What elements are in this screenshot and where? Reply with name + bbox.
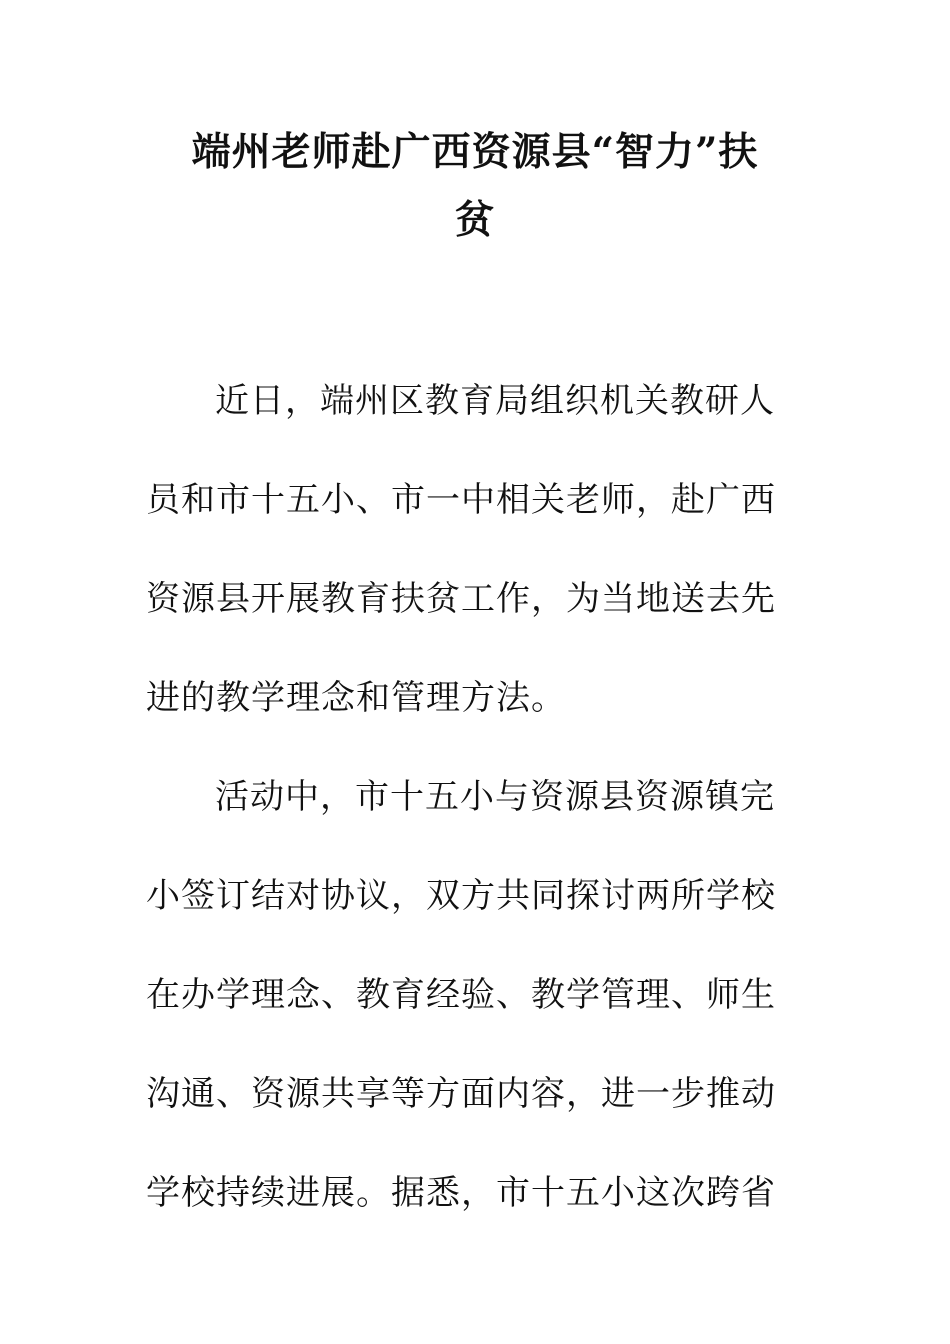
paragraph-2-line-4: 沟通、资源共享等方面内容，进一步推动 [146, 1074, 776, 1114]
paragraph-1-line-4: 进的教学理念和管理方法。 [146, 678, 566, 718]
paragraph-1-line-1: 近日，端州区教育局组织机关教研人 [215, 381, 775, 421]
title-line-2: 贫 [454, 197, 495, 243]
title-line-1: 端州老师赴广西资源县“智力”扶 [191, 129, 759, 175]
paragraph-2-line-2: 小签订结对协议，双方共同探讨两所学校 [146, 876, 776, 916]
paragraph-1-line-2: 员和市十五小、市一中相关老师，赴广西 [146, 480, 776, 520]
document-title [120, 118, 830, 254]
document-body [146, 362, 786, 1253]
paragraph-2 [146, 758, 786, 1253]
paragraph-2-line-3: 在办学理念、教育经验、教学管理、师生 [146, 975, 776, 1015]
paragraph-1-line-3: 资源县开展教育扶贫工作，为当地送去先 [146, 579, 776, 619]
paragraph-1 [146, 362, 786, 758]
paragraph-2-line-1: 活动中，市十五小与资源县资源镇完 [215, 777, 775, 817]
paragraph-2-line-5: 学校持续进展。据悉，市十五小这次跨省 [146, 1173, 776, 1213]
